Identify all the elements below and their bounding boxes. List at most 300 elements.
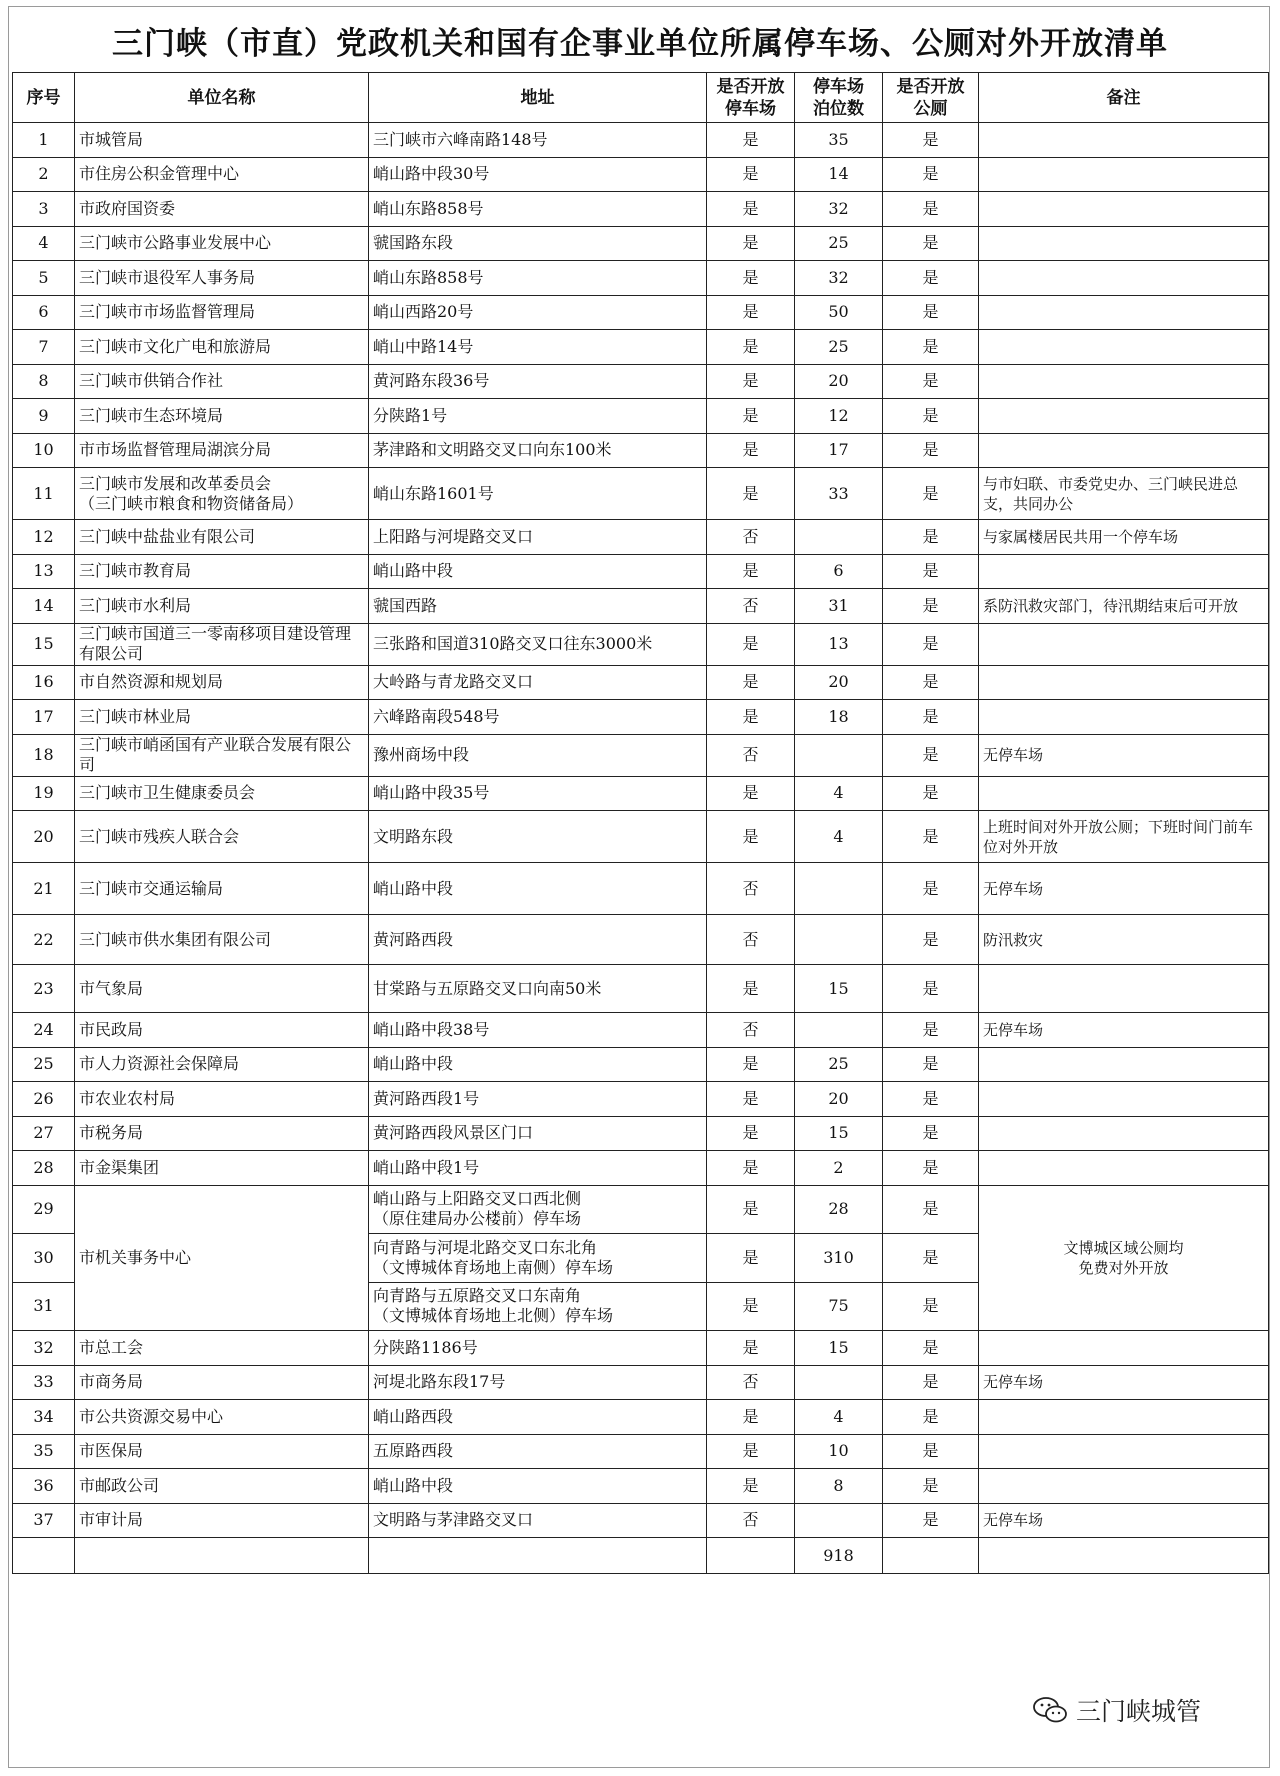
row-address: 黄河路西段风景区门口 xyxy=(369,1116,707,1151)
row-address: 三门峡市六峰南路148号 xyxy=(369,123,707,158)
row-spaces: 20 xyxy=(795,364,883,399)
row-remark xyxy=(979,1047,1269,1082)
row-remark: 无停车场 xyxy=(979,1503,1269,1538)
header-address: 地址 xyxy=(369,73,707,123)
row-spaces: 25 xyxy=(795,330,883,365)
row-no: 12 xyxy=(13,520,75,555)
row-no: 32 xyxy=(13,1331,75,1366)
row-address: 峭山西路20号 xyxy=(369,295,707,330)
row-address: 峭山中路14号 xyxy=(369,330,707,365)
row-toilet-open: 是 xyxy=(883,734,979,776)
row-parking-open: 是 xyxy=(707,433,795,468)
row-toilet-open: 是 xyxy=(883,468,979,520)
row-unit: 市税务局 xyxy=(75,1116,369,1151)
table-row xyxy=(13,468,1269,520)
table-row xyxy=(13,915,1269,965)
row-remark: 文博城区域公厕均 免费对外开放 xyxy=(979,1185,1269,1331)
row-address: 峭山路中段38号 xyxy=(369,1013,707,1048)
row-unit: 三门峡市退役军人事务局 xyxy=(75,261,369,296)
row-toilet-open: 是 xyxy=(883,364,979,399)
row-address: 峭山东路1601号 xyxy=(369,468,707,520)
row-address: 茅津路和文明路交叉口向东100米 xyxy=(369,433,707,468)
table-row xyxy=(13,863,1269,915)
row-no: 18 xyxy=(13,734,75,776)
row-remark: 无停车场 xyxy=(979,734,1269,776)
row-spaces: 13 xyxy=(795,623,883,665)
row-remark: 防汛救灾 xyxy=(979,915,1269,965)
row-parking-open: 否 xyxy=(707,1503,795,1538)
total-empty-remark xyxy=(979,1538,1269,1574)
row-address: 向青路与五原路交叉口东南角 （文博城体育场地上北侧）停车场 xyxy=(369,1282,707,1331)
row-toilet-open: 是 xyxy=(883,1469,979,1504)
row-parking-open: 是 xyxy=(707,1151,795,1186)
table-row xyxy=(13,1331,1269,1366)
row-parking-open: 是 xyxy=(707,1116,795,1151)
row-toilet-open: 是 xyxy=(883,1234,979,1283)
row-remark: 与家属楼居民共用一个停车场 xyxy=(979,520,1269,555)
row-address: 大岭路与青龙路交叉口 xyxy=(369,665,707,700)
row-toilet-open: 是 xyxy=(883,1282,979,1331)
row-address: 峭山路中段 xyxy=(369,863,707,915)
row-toilet-open: 是 xyxy=(883,261,979,296)
row-unit: 市商务局 xyxy=(75,1365,369,1400)
row-no: 5 xyxy=(13,261,75,296)
row-spaces: 28 xyxy=(795,1185,883,1234)
total-row xyxy=(13,1538,1269,1574)
row-remark: 无停车场 xyxy=(979,1365,1269,1400)
table-row xyxy=(13,157,1269,192)
table-row xyxy=(13,295,1269,330)
row-unit: 三门峡市国道三一零南移项目建设管理有限公司 xyxy=(75,623,369,665)
row-spaces: 4 xyxy=(795,1400,883,1435)
row-no: 20 xyxy=(13,811,75,863)
watermark xyxy=(1032,1692,1201,1728)
table-row xyxy=(13,665,1269,700)
row-remark: 与市妇联、市委党史办、三门峡民进总支，共同办公 xyxy=(979,468,1269,520)
row-no: 14 xyxy=(13,589,75,624)
table-row xyxy=(13,1151,1269,1186)
row-unit: 市民政局 xyxy=(75,1013,369,1048)
row-spaces: 25 xyxy=(795,1047,883,1082)
row-remark xyxy=(979,554,1269,589)
row-unit: 市医保局 xyxy=(75,1434,369,1469)
row-unit: 市总工会 xyxy=(75,1331,369,1366)
row-spaces: 10 xyxy=(795,1434,883,1469)
row-remark xyxy=(979,1331,1269,1366)
header-toilet-open: 是否开放 公厕 xyxy=(883,73,979,123)
row-no: 27 xyxy=(13,1116,75,1151)
row-unit: 三门峡市交通运输局 xyxy=(75,863,369,915)
row-address: 五原路西段 xyxy=(369,1434,707,1469)
row-address: 峭山路与上阳路交叉口西北侧 （原住建局办公楼前）停车场 xyxy=(369,1185,707,1234)
row-remark xyxy=(979,1400,1269,1435)
row-parking-open: 是 xyxy=(707,1331,795,1366)
row-parking-open: 是 xyxy=(707,1185,795,1234)
header-spaces: 停车场 泊位数 xyxy=(795,73,883,123)
row-no: 22 xyxy=(13,915,75,965)
row-remark xyxy=(979,261,1269,296)
row-unit: 市机关事务中心 xyxy=(75,1185,369,1331)
table-row xyxy=(13,1116,1269,1151)
table-row xyxy=(13,734,1269,776)
table-row xyxy=(13,1185,1269,1234)
row-no: 25 xyxy=(13,1047,75,1082)
row-toilet-open: 是 xyxy=(883,192,979,227)
row-unit: 三门峡市发展和改革委员会 （三门峡市粮食和物资储备局） xyxy=(75,468,369,520)
row-no: 11 xyxy=(13,468,75,520)
row-address: 峭山路中段30号 xyxy=(369,157,707,192)
row-parking-open: 是 xyxy=(707,665,795,700)
row-remark xyxy=(979,399,1269,434)
row-toilet-open: 是 xyxy=(883,226,979,261)
row-no: 21 xyxy=(13,863,75,915)
row-toilet-open: 是 xyxy=(883,554,979,589)
row-parking-open: 是 xyxy=(707,192,795,227)
row-toilet-open: 是 xyxy=(883,520,979,555)
row-remark xyxy=(979,433,1269,468)
row-toilet-open: 是 xyxy=(883,1331,979,1366)
row-spaces xyxy=(795,1365,883,1400)
row-parking-open: 是 xyxy=(707,776,795,811)
header-remark: 备注 xyxy=(979,73,1269,123)
row-spaces: 18 xyxy=(795,700,883,735)
row-parking-open: 是 xyxy=(707,554,795,589)
row-no: 24 xyxy=(13,1013,75,1048)
row-unit: 三门峡市公路事业发展中心 xyxy=(75,226,369,261)
row-address: 豫州商场中段 xyxy=(369,734,707,776)
row-address: 上阳路与河堤路交叉口 xyxy=(369,520,707,555)
row-unit: 市城管局 xyxy=(75,123,369,158)
row-parking-open: 是 xyxy=(707,399,795,434)
row-spaces: 2 xyxy=(795,1151,883,1186)
row-parking-open: 是 xyxy=(707,1469,795,1504)
table-row xyxy=(13,226,1269,261)
row-toilet-open: 是 xyxy=(883,1185,979,1234)
row-remark xyxy=(979,226,1269,261)
row-unit: 三门峡市生态环境局 xyxy=(75,399,369,434)
row-unit: 市金渠集团 xyxy=(75,1151,369,1186)
row-spaces: 35 xyxy=(795,123,883,158)
row-no: 6 xyxy=(13,295,75,330)
row-toilet-open: 是 xyxy=(883,623,979,665)
row-toilet-open: 是 xyxy=(883,1400,979,1435)
row-remark xyxy=(979,665,1269,700)
row-unit: 三门峡市市场监督管理局 xyxy=(75,295,369,330)
row-toilet-open: 是 xyxy=(883,1503,979,1538)
row-unit: 市气象局 xyxy=(75,965,369,1013)
row-unit: 市公共资源交易中心 xyxy=(75,1400,369,1435)
row-address: 文明路东段 xyxy=(369,811,707,863)
row-parking-open: 是 xyxy=(707,1434,795,1469)
watermark-text: 三门峡城管 xyxy=(1076,1697,1202,1726)
row-address: 虢国路东段 xyxy=(369,226,707,261)
row-spaces: 20 xyxy=(795,665,883,700)
row-spaces xyxy=(795,520,883,555)
row-spaces: 6 xyxy=(795,554,883,589)
row-remark: 无停车场 xyxy=(979,1013,1269,1048)
row-spaces: 310 xyxy=(795,1234,883,1283)
row-unit: 市市场监督管理局湖滨分局 xyxy=(75,433,369,468)
row-unit: 三门峡市教育局 xyxy=(75,554,369,589)
table-header-row xyxy=(13,73,1269,123)
table-row xyxy=(13,623,1269,665)
table-row xyxy=(13,1503,1269,1538)
row-toilet-open: 是 xyxy=(883,1151,979,1186)
row-parking-open: 是 xyxy=(707,157,795,192)
row-parking-open: 是 xyxy=(707,1400,795,1435)
row-address: 峭山路西段 xyxy=(369,1400,707,1435)
row-toilet-open: 是 xyxy=(883,965,979,1013)
row-toilet-open: 是 xyxy=(883,295,979,330)
row-remark xyxy=(979,157,1269,192)
wechat-icon xyxy=(1032,1695,1068,1725)
row-remark xyxy=(979,295,1269,330)
row-unit: 三门峡中盐盐业有限公司 xyxy=(75,520,369,555)
row-address: 黄河路东段36号 xyxy=(369,364,707,399)
row-no: 35 xyxy=(13,1434,75,1469)
row-address: 峭山东路858号 xyxy=(369,261,707,296)
row-spaces: 4 xyxy=(795,811,883,863)
row-toilet-open: 是 xyxy=(883,700,979,735)
row-no: 2 xyxy=(13,157,75,192)
row-remark xyxy=(979,1434,1269,1469)
row-remark xyxy=(979,1469,1269,1504)
table-row xyxy=(13,700,1269,735)
row-parking-open: 是 xyxy=(707,123,795,158)
row-spaces: 31 xyxy=(795,589,883,624)
row-spaces: 15 xyxy=(795,1331,883,1366)
row-unit: 三门峡市林业局 xyxy=(75,700,369,735)
row-no: 1 xyxy=(13,123,75,158)
row-parking-open: 是 xyxy=(707,468,795,520)
row-toilet-open: 是 xyxy=(883,433,979,468)
row-remark xyxy=(979,623,1269,665)
row-parking-open: 否 xyxy=(707,863,795,915)
row-remark xyxy=(979,364,1269,399)
total-empty-unit xyxy=(75,1538,369,1574)
row-parking-open: 是 xyxy=(707,295,795,330)
row-remark: 上班时间对外开放公厕；下班时间门前车位对外开放 xyxy=(979,811,1269,863)
row-address: 虢国西路 xyxy=(369,589,707,624)
row-parking-open: 是 xyxy=(707,811,795,863)
row-address: 六峰路南段548号 xyxy=(369,700,707,735)
row-toilet-open: 是 xyxy=(883,1365,979,1400)
row-parking-open: 否 xyxy=(707,589,795,624)
row-unit: 市自然资源和规划局 xyxy=(75,665,369,700)
row-address: 分陕路1186号 xyxy=(369,1331,707,1366)
table-row xyxy=(13,776,1269,811)
row-spaces: 12 xyxy=(795,399,883,434)
row-spaces xyxy=(795,915,883,965)
row-toilet-open: 是 xyxy=(883,1116,979,1151)
row-parking-open: 是 xyxy=(707,623,795,665)
table-row xyxy=(13,261,1269,296)
row-parking-open: 是 xyxy=(707,364,795,399)
row-spaces: 32 xyxy=(795,192,883,227)
table-row xyxy=(13,811,1269,863)
row-unit: 三门峡市残疾人联合会 xyxy=(75,811,369,863)
row-remark xyxy=(979,123,1269,158)
row-unit: 三门峡市文化广电和旅游局 xyxy=(75,330,369,365)
header-unit: 单位名称 xyxy=(75,73,369,123)
row-remark xyxy=(979,776,1269,811)
row-toilet-open: 是 xyxy=(883,1047,979,1082)
row-toilet-open: 是 xyxy=(883,1082,979,1117)
row-spaces: 20 xyxy=(795,1082,883,1117)
row-toilet-open: 是 xyxy=(883,915,979,965)
row-address: 分陕路1号 xyxy=(369,399,707,434)
row-parking-open: 是 xyxy=(707,226,795,261)
row-unit: 市政府国资委 xyxy=(75,192,369,227)
row-remark: 无停车场 xyxy=(979,863,1269,915)
table-row xyxy=(13,554,1269,589)
row-toilet-open: 是 xyxy=(883,330,979,365)
row-unit: 三门峡市峭函国有产业联合发展有限公司 xyxy=(75,734,369,776)
row-no: 23 xyxy=(13,965,75,1013)
row-address: 黄河路西段 xyxy=(369,915,707,965)
row-remark xyxy=(979,700,1269,735)
row-unit: 三门峡市卫生健康委员会 xyxy=(75,776,369,811)
row-spaces: 32 xyxy=(795,261,883,296)
row-spaces: 15 xyxy=(795,1116,883,1151)
row-address: 黄河路西段1号 xyxy=(369,1082,707,1117)
row-address: 峭山路中段1号 xyxy=(369,1151,707,1186)
row-parking-open: 否 xyxy=(707,734,795,776)
table-row xyxy=(13,1469,1269,1504)
row-parking-open: 是 xyxy=(707,1234,795,1283)
row-parking-open: 是 xyxy=(707,700,795,735)
row-address: 河堤北路东段17号 xyxy=(369,1365,707,1400)
table-row xyxy=(13,399,1269,434)
row-no: 8 xyxy=(13,364,75,399)
row-no: 4 xyxy=(13,226,75,261)
table-row xyxy=(13,1082,1269,1117)
total-empty-toilet xyxy=(883,1538,979,1574)
row-no: 29 xyxy=(13,1185,75,1234)
total-empty-address xyxy=(369,1538,707,1574)
table-row xyxy=(13,589,1269,624)
row-toilet-open: 是 xyxy=(883,776,979,811)
row-parking-open: 是 xyxy=(707,1047,795,1082)
row-toilet-open: 是 xyxy=(883,123,979,158)
row-spaces xyxy=(795,1503,883,1538)
row-no: 15 xyxy=(13,623,75,665)
row-no: 26 xyxy=(13,1082,75,1117)
row-spaces: 25 xyxy=(795,226,883,261)
row-no: 17 xyxy=(13,700,75,735)
row-no: 28 xyxy=(13,1151,75,1186)
table-row xyxy=(13,1400,1269,1435)
row-remark xyxy=(979,965,1269,1013)
row-remark xyxy=(979,1082,1269,1117)
row-toilet-open: 是 xyxy=(883,589,979,624)
row-address: 向青路与河堤北路交叉口东北角 （文博城体育场地上南侧）停车场 xyxy=(369,1234,707,1283)
row-spaces: 50 xyxy=(795,295,883,330)
table-row xyxy=(13,1365,1269,1400)
table-row xyxy=(13,1013,1269,1048)
row-parking-open: 否 xyxy=(707,1365,795,1400)
row-no: 31 xyxy=(13,1282,75,1331)
row-unit: 市人力资源社会保障局 xyxy=(75,1047,369,1082)
row-unit: 市邮政公司 xyxy=(75,1469,369,1504)
row-remark xyxy=(979,1116,1269,1151)
row-address: 峭山路中段 xyxy=(369,554,707,589)
row-no: 9 xyxy=(13,399,75,434)
row-address: 文明路与茅津路交叉口 xyxy=(369,1503,707,1538)
row-spaces: 15 xyxy=(795,965,883,1013)
row-remark xyxy=(979,192,1269,227)
header-no: 序号 xyxy=(13,73,75,123)
row-unit: 三门峡市供水集团有限公司 xyxy=(75,915,369,965)
row-parking-open: 是 xyxy=(707,261,795,296)
row-parking-open: 否 xyxy=(707,520,795,555)
row-address: 三张路和国道310路交叉口往东3000米 xyxy=(369,623,707,665)
total-spaces: 918 xyxy=(795,1538,883,1574)
row-remark: 系防汛救灾部门，待汛期结束后可开放 xyxy=(979,589,1269,624)
row-parking-open: 否 xyxy=(707,915,795,965)
row-remark xyxy=(979,330,1269,365)
row-no: 34 xyxy=(13,1400,75,1435)
row-address: 峭山东路858号 xyxy=(369,192,707,227)
page-title: 三门峡（市直）党政机关和国有企事业单位所属停车场、公厕对外开放清单 xyxy=(112,26,1168,62)
row-spaces: 75 xyxy=(795,1282,883,1331)
parking-toilet-table xyxy=(12,72,1269,1574)
row-no: 30 xyxy=(13,1234,75,1283)
row-no: 19 xyxy=(13,776,75,811)
total-empty-no xyxy=(13,1538,75,1574)
table-row xyxy=(13,330,1269,365)
table-row xyxy=(13,364,1269,399)
row-spaces xyxy=(795,863,883,915)
row-unit: 三门峡市水利局 xyxy=(75,589,369,624)
row-no: 10 xyxy=(13,433,75,468)
row-spaces: 4 xyxy=(795,776,883,811)
row-toilet-open: 是 xyxy=(883,157,979,192)
row-parking-open: 是 xyxy=(707,1082,795,1117)
row-address: 峭山路中段 xyxy=(369,1047,707,1082)
row-toilet-open: 是 xyxy=(883,1434,979,1469)
row-toilet-open: 是 xyxy=(883,665,979,700)
table-row xyxy=(13,1047,1269,1082)
row-no: 13 xyxy=(13,554,75,589)
row-no: 33 xyxy=(13,1365,75,1400)
row-no: 16 xyxy=(13,665,75,700)
row-remark xyxy=(979,1151,1269,1186)
table-row xyxy=(13,965,1269,1013)
row-address: 甘棠路与五原路交叉口向南50米 xyxy=(369,965,707,1013)
header-parking-open: 是否开放 停车场 xyxy=(707,73,795,123)
row-spaces xyxy=(795,734,883,776)
row-no: 37 xyxy=(13,1503,75,1538)
row-no: 7 xyxy=(13,330,75,365)
table-row xyxy=(13,192,1269,227)
row-unit: 市农业农村局 xyxy=(75,1082,369,1117)
row-unit: 三门峡市供销合作社 xyxy=(75,364,369,399)
row-unit: 市住房公积金管理中心 xyxy=(75,157,369,192)
row-parking-open: 否 xyxy=(707,1013,795,1048)
row-toilet-open: 是 xyxy=(883,811,979,863)
row-spaces: 33 xyxy=(795,468,883,520)
row-spaces: 17 xyxy=(795,433,883,468)
row-address: 峭山路中段35号 xyxy=(369,776,707,811)
row-spaces xyxy=(795,1013,883,1048)
row-address: 峭山路中段 xyxy=(369,1469,707,1504)
row-toilet-open: 是 xyxy=(883,399,979,434)
row-parking-open: 是 xyxy=(707,330,795,365)
table-row xyxy=(13,520,1269,555)
row-parking-open: 是 xyxy=(707,1282,795,1331)
row-parking-open: 是 xyxy=(707,965,795,1013)
